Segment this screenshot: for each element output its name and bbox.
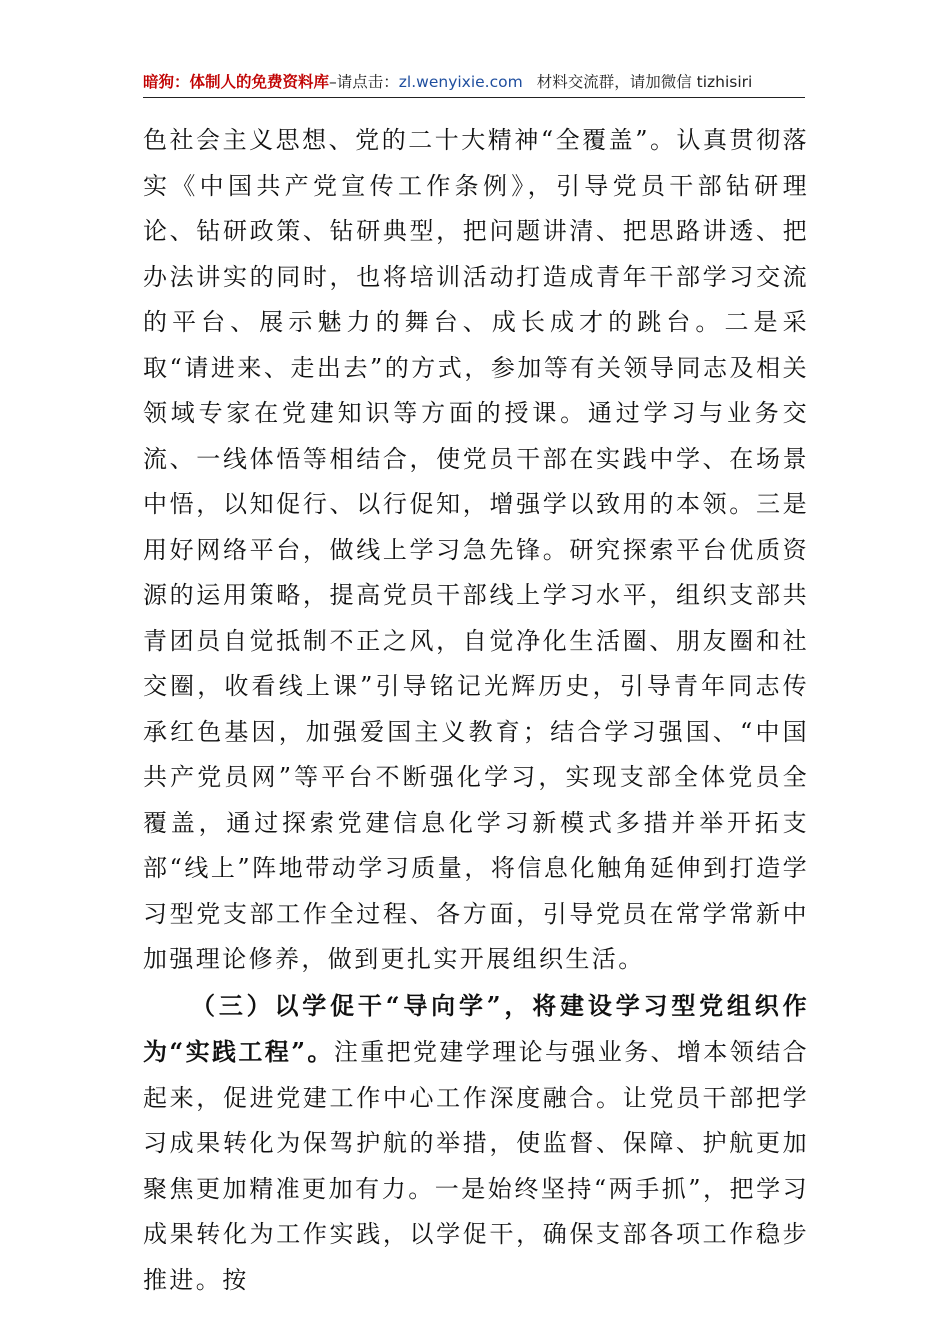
section-heading: （三）以学促干“导向学”，将建设学习型党组织作为“实践工程”。 xyxy=(143,990,809,1066)
document-body xyxy=(143,118,809,1303)
page-header xyxy=(143,70,805,98)
header-url-link[interactable]: zl.wenyixie.com xyxy=(398,73,523,91)
body-paragraph-section-three xyxy=(143,983,809,1304)
header-click-prompt: –请点击： xyxy=(329,73,399,91)
header-wechat-note: 材料交流群，请加微信 tizhisiri xyxy=(536,73,753,91)
header-brand: 暗狗：体制人的免费资料库 xyxy=(143,73,330,91)
body-paragraph: 色社会主义思想、党的二十大精神“全覆盖”。认真贯彻落实《中国共产党宣传工作条例》，引导党员干部钻研理论、钻研政策、钻研典型，把问题讲清、把思路讲透、把办法讲实的同时，也将培训活动打造成青年干部学习交流的平台、展示魅力的舞台、成长成才的跳台。二是采取“请进来、走出去”的方式，参加等有关领导同志及相关领域专家在党建知识等方面的授课。通过学习与业务交流、一线体悟等相结合，使党员干部在实践中学、在场景中悟，以知促行、以行促知，增强学以致用的本领。三是用好网络平台，做线上学习急先锋。研究探索平台优质资源的运用策略，提高党员干部线上学习水平，组织支部共青团员自觉抵制不正之风，自觉净化生活圈、朋友圈和社交圈，收看线上课”引导铭记光辉历史，引导青年同志传承红色基因，加强爱国主义教育；结合学习强国、“中国共产党员网”等平台不断强化学习，实现支部全体党员全覆盖，通过探索党建信息化学习新模式多措并举开拓支部“线上”阵地带动学习质量，将信息化触角延伸到打造学习型党支部工作全过程、各方面，引导党员在常学常新中加强理论修养，做到更扎实开展组织生活。 xyxy=(143,126,809,973)
section-body-text: 注重把党建学理论与强业务、增本领结合起来，促进党建工作中心工作深度融合。让党员干部把学习成果转化为保驾护航的举措，使监督、保障、护航更加聚焦更加精准更加有力。一是始终坚持“两手抓”，把学习成果转化为工作实践，以学促干，确保支部各项工作稳步推进。按 xyxy=(143,1038,810,1294)
